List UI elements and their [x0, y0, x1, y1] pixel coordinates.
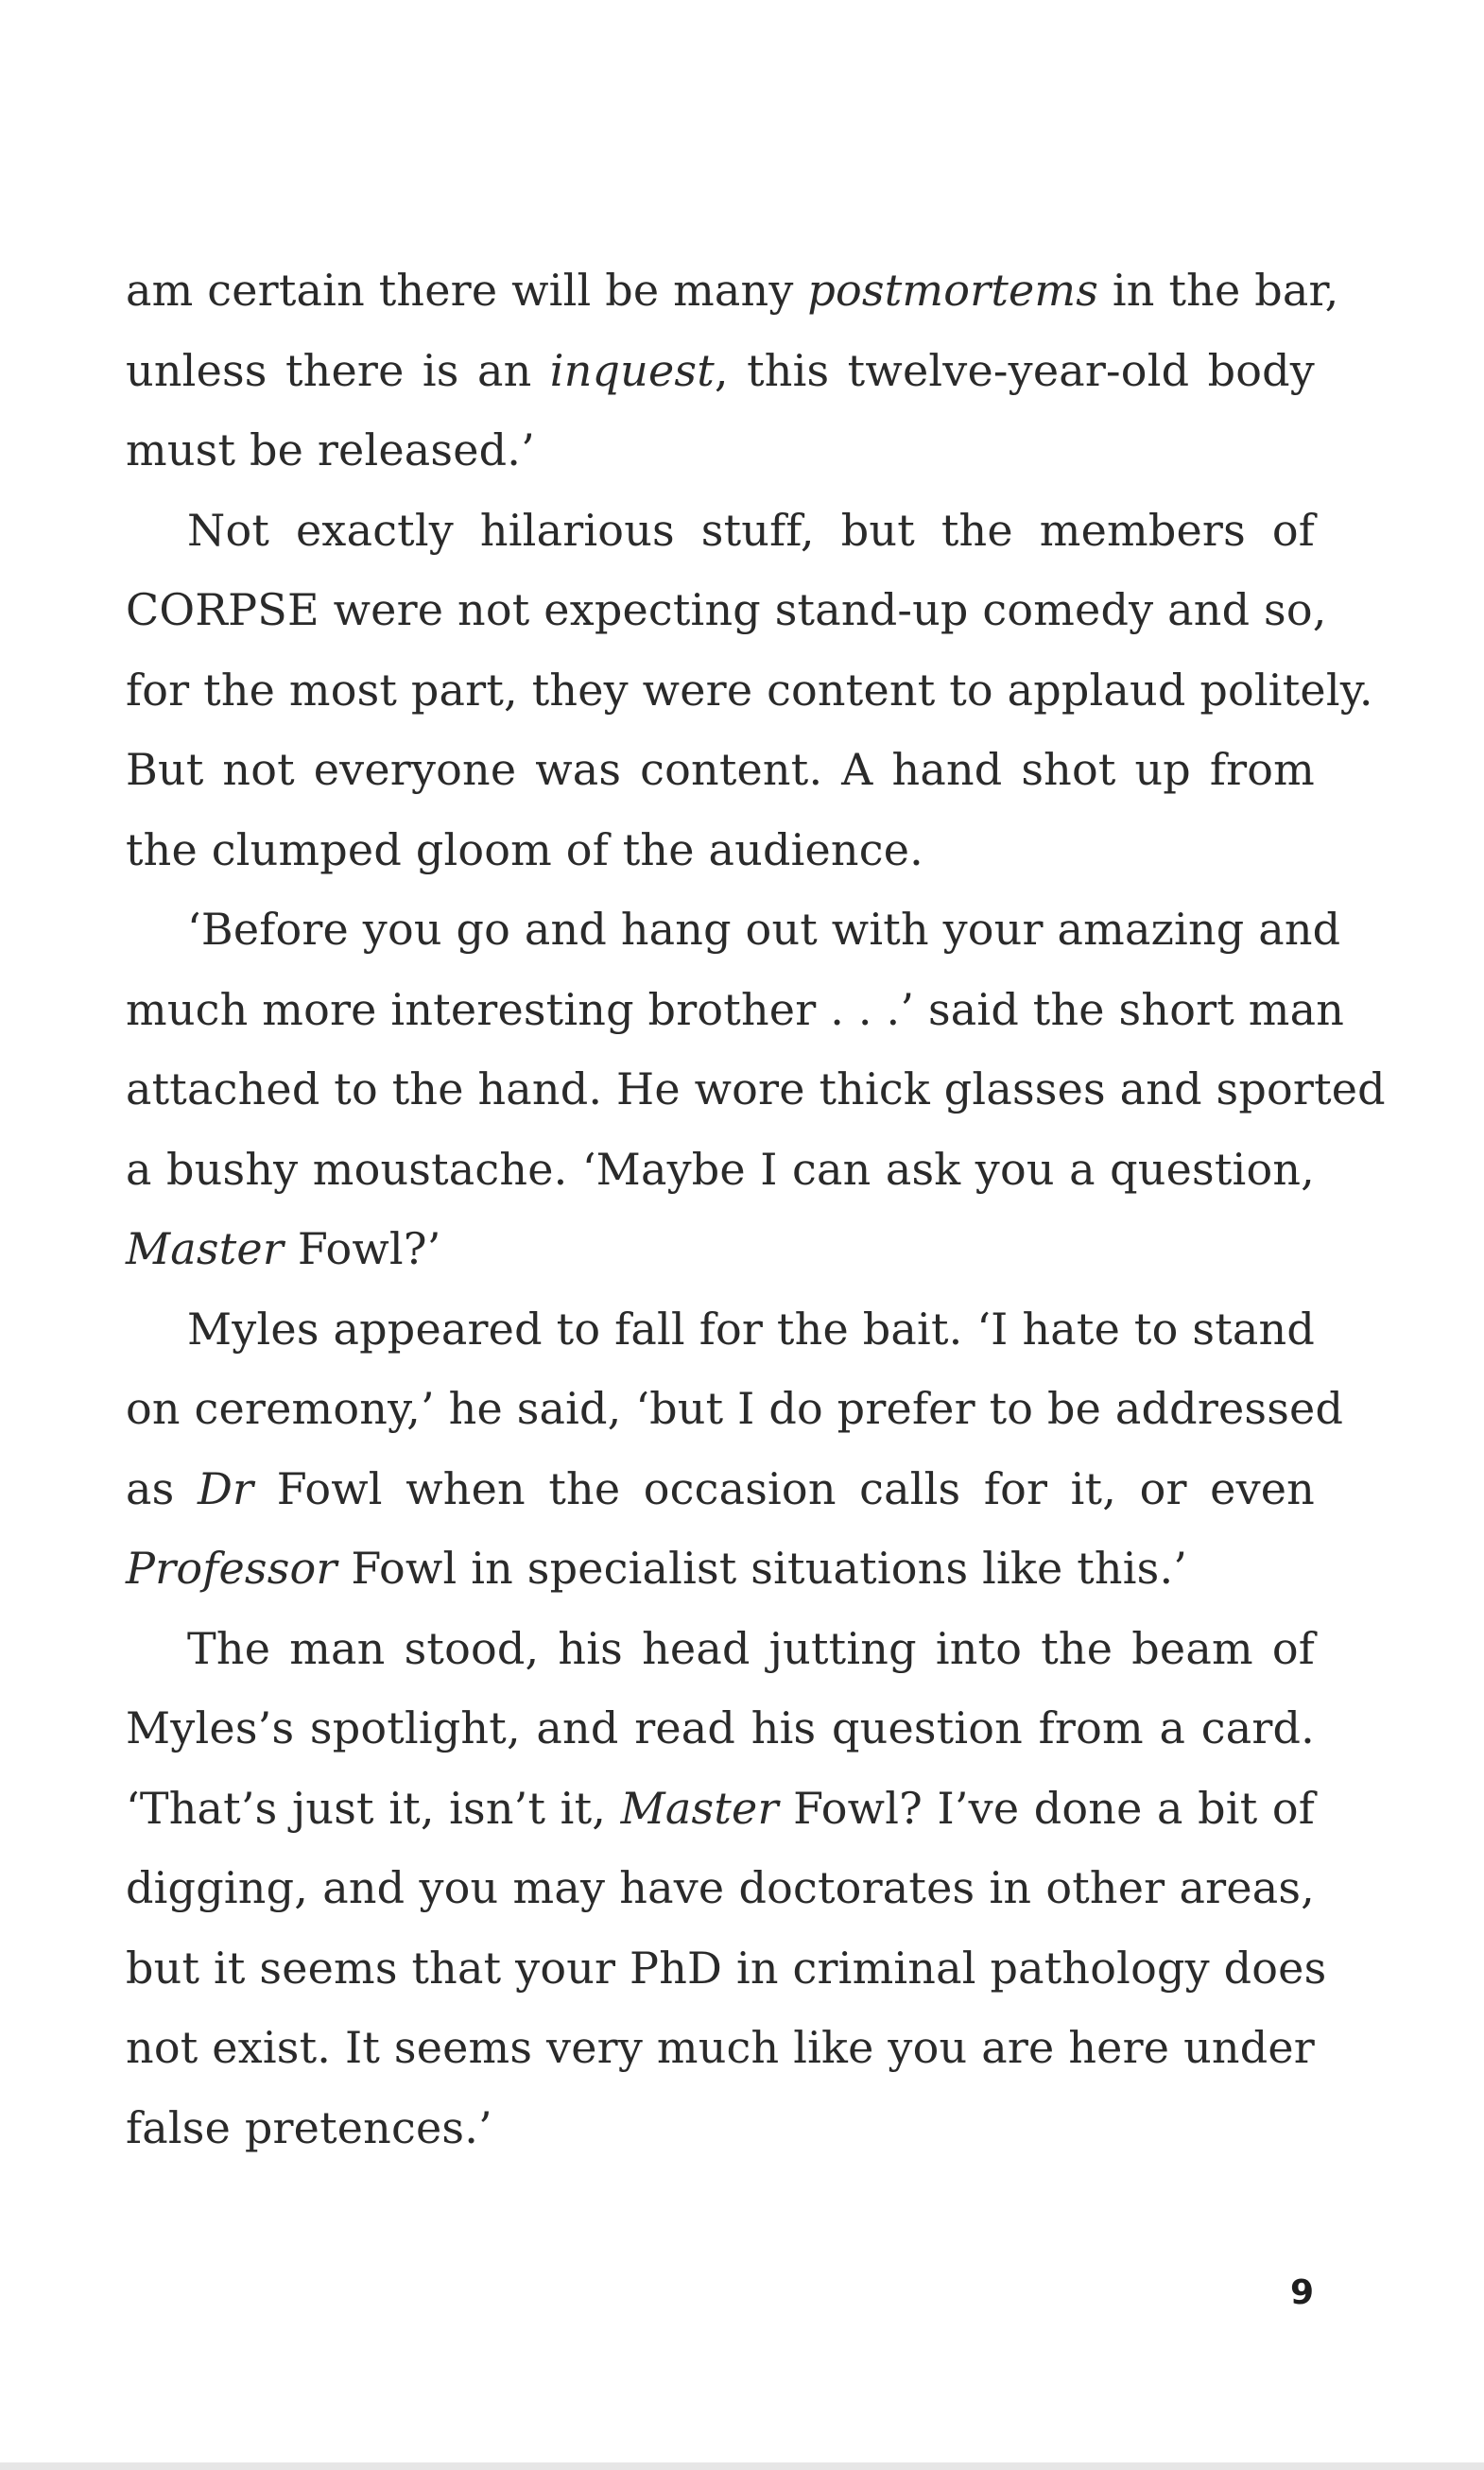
text-line: Myles’s spotlight, and read his question from a card. [126, 1702, 1315, 1753]
text-line: on ceremony,’ he said, ‘but I do prefer to be addressed [126, 1383, 1344, 1434]
page-number: 9 [1289, 2273, 1314, 2312]
text-line: the clumped gloom of the audience. [126, 823, 923, 875]
text-line: for the most part, they were content to applaud politely. [126, 664, 1373, 716]
text-line: Professor Fowl in specialist situations like this.’ [126, 1543, 1188, 1594]
text-line: am certain there will be many postmortems in the bar, [126, 265, 1339, 316]
text-line: Not exactly hilarious stuff, but the members of [187, 504, 1315, 556]
paragraph [126, 1289, 1344, 1609]
paragraph [126, 250, 1339, 491]
paragraph [126, 890, 1386, 1289]
text-line: must be released.’ [126, 424, 535, 475]
body-text [126, 250, 1386, 2168]
text-line: much more interesting brother . . .’ said the short man [126, 983, 1345, 1035]
text-line: attached to the hand. He wore thick glasses and sported [126, 1063, 1386, 1114]
text-line: not exist. It seems very much like you are here under [126, 2022, 1315, 2073]
text-line: as Dr Fowl when the occasion calls for it, or even [126, 1462, 1315, 1514]
page-bottom-edge [0, 2462, 1484, 2470]
text-line: CORPSE were not expecting stand-up comedy and so, [126, 584, 1327, 635]
paragraph [126, 1609, 1327, 2168]
text-line: digging, and you may have doctorates in other areas, [126, 1862, 1315, 1913]
paragraph [126, 491, 1373, 890]
text-line: But not everyone was content. A hand shot up from [126, 744, 1315, 795]
text-line: but it seems that your PhD in criminal pathology does [126, 1942, 1327, 1994]
text-line: unless there is an inquest, this twelve-year-old body [126, 344, 1315, 396]
text-line: ‘That’s just it, isn’t it, Master Fowl? I’ve done a bit of [126, 1782, 1316, 1834]
text-line: ‘Before you go and hang out with your amazing and [187, 904, 1341, 955]
text-line: a bushy moustache. ‘Maybe I can ask you a question, [126, 1143, 1315, 1195]
text-line: false pretences.’ [126, 2101, 492, 2153]
text-line: The man stood, his head jutting into the beam of [187, 1622, 1315, 1674]
text-line: Myles appeared to fall for the bait. ‘I hate to stand [187, 1303, 1315, 1355]
text-line: Master Fowl?’ [126, 1223, 441, 1274]
